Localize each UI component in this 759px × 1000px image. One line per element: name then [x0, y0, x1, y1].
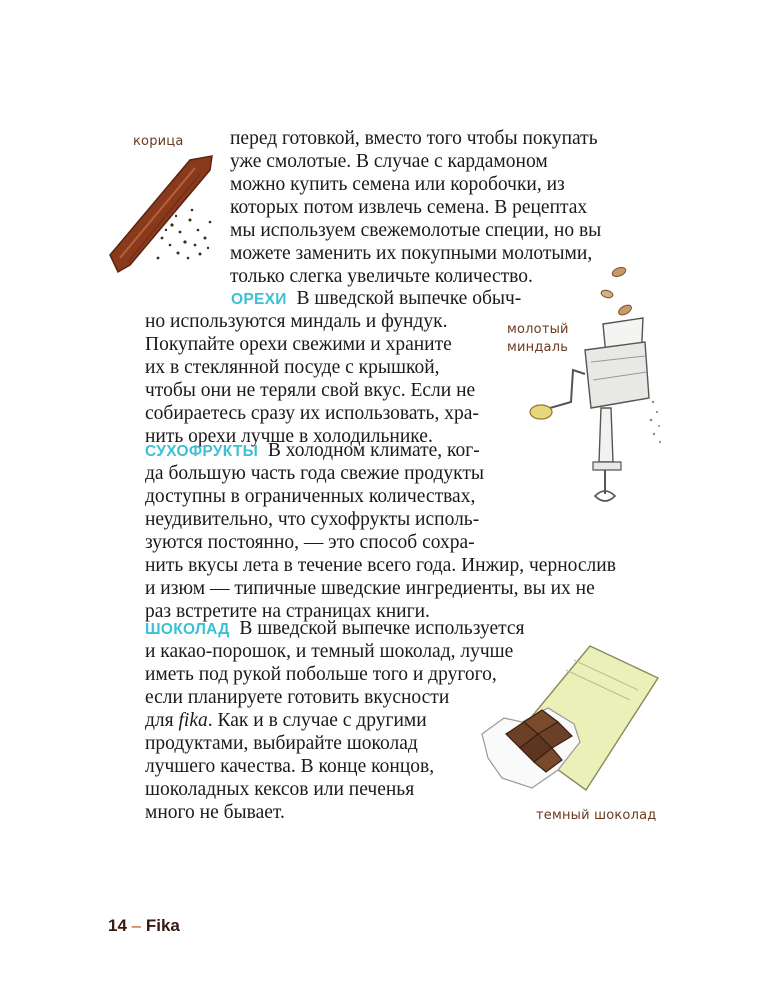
intro-line: которых потом извлечь семена. В рецептах [230, 197, 588, 218]
page-footer [108, 916, 180, 936]
chocolate-first-text: В шведской выпечке используется [239, 618, 525, 639]
dried-heading: СУХОФРУКТЫ [145, 443, 259, 460]
intro-line: мы используем свежемолотые специи, но вы [230, 220, 602, 241]
page-number: 14 [108, 916, 127, 935]
nuts-line: собираетесь сразу их использовать, хра- [145, 403, 479, 424]
chocolate-heading: ШОКОЛАД [145, 621, 230, 638]
nuts-line: нить орехи лучше в холодильнике. [145, 426, 433, 447]
almond-caption-line2: миндаль [507, 340, 569, 355]
dried-line: нить вкусы лета в течение всего года. Инжир, чернослив [145, 555, 616, 576]
dried-line: зуются постоянно, — это способ сохра- [145, 532, 475, 553]
dried-first-line [145, 440, 480, 463]
nuts-line: их в стеклянной посуде с крышкой, [145, 357, 440, 378]
nuts-heading: ОРЕХИ [231, 291, 287, 308]
chocolate-line: если планируете готовить вкусности [145, 687, 450, 708]
chocolate-bar-illustration [462, 638, 682, 808]
chocolate-line: много не бывает. [145, 802, 285, 823]
fika-pre: для [145, 710, 179, 731]
chocolate-line: продуктами, выбирайте шоколад [145, 733, 418, 754]
fika-post: . Как и в случае с другими [207, 710, 427, 731]
footer-dash: – [131, 916, 142, 935]
intro-line: уже смолотые. В случае с кардамоном [230, 151, 548, 172]
book-title: Fika [145, 916, 180, 935]
intro-line: только слегка увеличьте количество. [230, 266, 533, 287]
chocolate-line: лучшего качества. В конце концов, [145, 756, 435, 777]
chocolate-fika-line [145, 710, 427, 732]
almond-caption-line1: молотый [507, 322, 569, 337]
dried-line: неудивительно, что сухофрукты исполь- [145, 509, 480, 530]
cinnamon-stick-illustration [100, 150, 220, 280]
dried-line: раз встретите на страницах книги. [145, 601, 430, 622]
nuts-first-line [231, 288, 521, 311]
almond-grinder-illustration [525, 262, 665, 522]
intro-line: можно купить семена или коробочки, из [230, 174, 565, 195]
nuts-first-text: В шведской выпечке обыч- [296, 288, 522, 309]
chocolate-line: иметь под рукой побольше того и другого, [145, 664, 497, 685]
dried-line: и изюм — типичные шведские ингредиенты, вы их не [145, 578, 595, 599]
intro-line: можете заменить их покупными молотыми, [230, 243, 593, 264]
cinnamon-caption: корица [133, 134, 184, 149]
fika-word: fika [178, 710, 208, 731]
dried-first-text: В холодном климате, ког- [267, 440, 480, 461]
nuts-line: Покупайте орехи свежими и храните [145, 334, 452, 355]
chocolate-line: и какао-порошок, и темный шоколад, лучше [145, 641, 514, 662]
dried-line: доступны в ограниченных количествах, [145, 486, 476, 507]
dried-line: да большую часть года свежие продукты [145, 463, 484, 484]
chocolate-caption: темный шоколад [536, 808, 657, 823]
chocolate-line: шоколадных кексов или печенья [145, 779, 415, 800]
intro-line: перед готовкой, вместо того чтобы покупать [230, 128, 598, 149]
nuts-line: чтобы они не теряли свой вкус. Если не [145, 380, 476, 401]
nuts-line: но используются миндаль и фундук. [145, 311, 448, 332]
